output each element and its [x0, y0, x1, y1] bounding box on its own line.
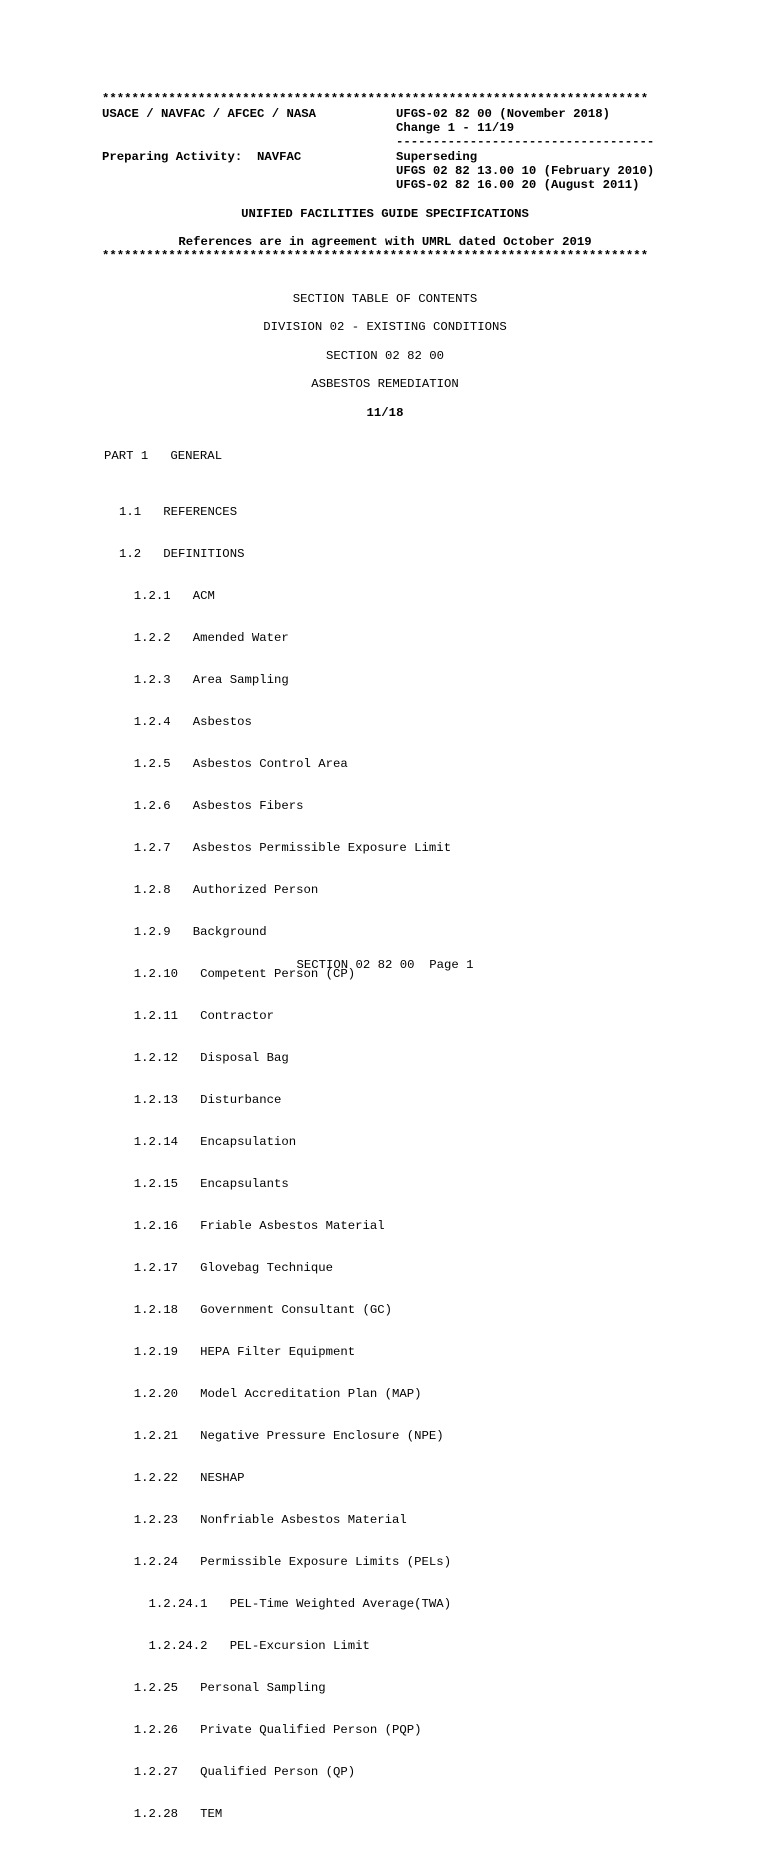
toc-entry[interactable]: 1.2.25 Personal Sampling — [119, 1681, 326, 1695]
preparing-activity: Preparing Activity: NAVFAC — [102, 150, 302, 164]
superseding-label: Superseding — [396, 150, 478, 164]
toc-entry[interactable]: 1.2.28 TEM — [119, 1807, 223, 1821]
section-number: SECTION 02 82 00 — [325, 349, 445, 363]
toc-entry[interactable]: 1.2.11 Contractor — [119, 1009, 274, 1023]
toc-entry[interactable]: 1.2.22 NESHAP — [119, 1471, 245, 1485]
toc-entry[interactable]: 1.2.16 Friable Asbestos Material — [119, 1219, 385, 1233]
superseded-spec-2: UFGS-02 82 16.00 20 (August 2011) — [396, 178, 640, 192]
toc-entry[interactable]: 1.2.14 Encapsulation — [119, 1135, 297, 1149]
superseded-spec-1: UFGS 02 82 13.00 10 (February 2010) — [396, 164, 655, 178]
toc-entry[interactable]: 1.2.17 Glovebag Technique — [119, 1261, 334, 1275]
section-name: ASBESTOS REMEDIATION — [311, 377, 459, 391]
toc-entry[interactable]: 1.2.6 Asbestos Fibers — [119, 799, 304, 813]
agencies: USACE / NAVFAC / AFCEC / NASA — [102, 107, 317, 121]
section-date: 11/18 — [366, 406, 404, 420]
toc-entry[interactable]: 1.2.5 Asbestos Control Area — [119, 757, 348, 771]
page-footer: SECTION 02 82 00 Page 1 — [296, 958, 474, 972]
ufgs-number: UFGS-02 82 00 (November 2018) — [396, 107, 611, 121]
toc-entry[interactable]: 1.2.24 Permissible Exposure Limits (PELs) — [119, 1555, 452, 1569]
division-title: DIVISION 02 - EXISTING CONDITIONS — [263, 320, 507, 334]
header-rule: ----------------------------------- — [396, 135, 655, 149]
toc-entry[interactable]: 1.2.18 Government Consultant (GC) — [119, 1303, 393, 1317]
guide-title: UNIFIED FACILITIES GUIDE SPECIFICATIONS — [241, 207, 529, 221]
toc-entry[interactable]: 1.2.19 HEPA Filter Equipment — [119, 1345, 356, 1359]
change-notice: Change 1 - 11/19 — [396, 121, 515, 135]
toc-entry[interactable]: 1.2.13 Disturbance — [119, 1093, 282, 1107]
toc-entry[interactable]: 1.2.12 Disposal Bag — [119, 1051, 289, 1065]
toc-list — [119, 477, 451, 1849]
toc-entry[interactable]: 1.2.27 Qualified Person (QP) — [119, 1765, 356, 1779]
toc-entry[interactable]: 1.2.10 Competent Person (CP) — [119, 967, 356, 981]
toc-entry[interactable]: 1.2.3 Area Sampling — [119, 673, 289, 687]
toc-entry[interactable]: 1.2.1 ACM — [119, 589, 215, 603]
toc-entry[interactable]: 1.2.9 Background — [119, 925, 267, 939]
toc-entry[interactable]: 1.2.24.2 PEL-Excursion Limit — [119, 1639, 370, 1653]
toc-entry[interactable]: 1.2.20 Model Accreditation Plan (MAP) — [119, 1387, 422, 1401]
star-rule-bottom: ************************************************************************** — [102, 249, 649, 263]
toc-title: SECTION TABLE OF CONTENTS — [292, 292, 478, 306]
references-note: References are in agreement with UMRL dated October 2019 — [178, 235, 592, 249]
toc-entry[interactable]: 1.2.2 Amended Water — [119, 631, 289, 645]
toc-entry[interactable]: 1.2.15 Encapsulants — [119, 1177, 289, 1191]
star-rule-top: ************************************************************************** — [102, 92, 649, 106]
toc-entry[interactable]: 1.1 REFERENCES — [119, 505, 238, 519]
toc-entry[interactable]: 1.2.4 Asbestos — [119, 715, 252, 729]
toc-entry[interactable]: 1.2 DEFINITIONS — [119, 547, 245, 561]
toc-entry[interactable]: 1.2.23 Nonfriable Asbestos Material — [119, 1513, 407, 1527]
toc-entry[interactable]: 1.2.7 Asbestos Permissible Exposure Limit — [119, 841, 452, 855]
toc-entry[interactable]: 1.2.26 Private Qualified Person (PQP) — [119, 1723, 422, 1737]
toc-entry[interactable]: 1.2.21 Negative Pressure Enclosure (NPE) — [119, 1429, 444, 1443]
toc-entry[interactable]: 1.2.24.1 PEL-Time Weighted Average(TWA) — [119, 1597, 452, 1611]
part-heading: PART 1 GENERAL — [104, 449, 223, 463]
toc-entry[interactable]: 1.2.8 Authorized Person — [119, 883, 319, 897]
